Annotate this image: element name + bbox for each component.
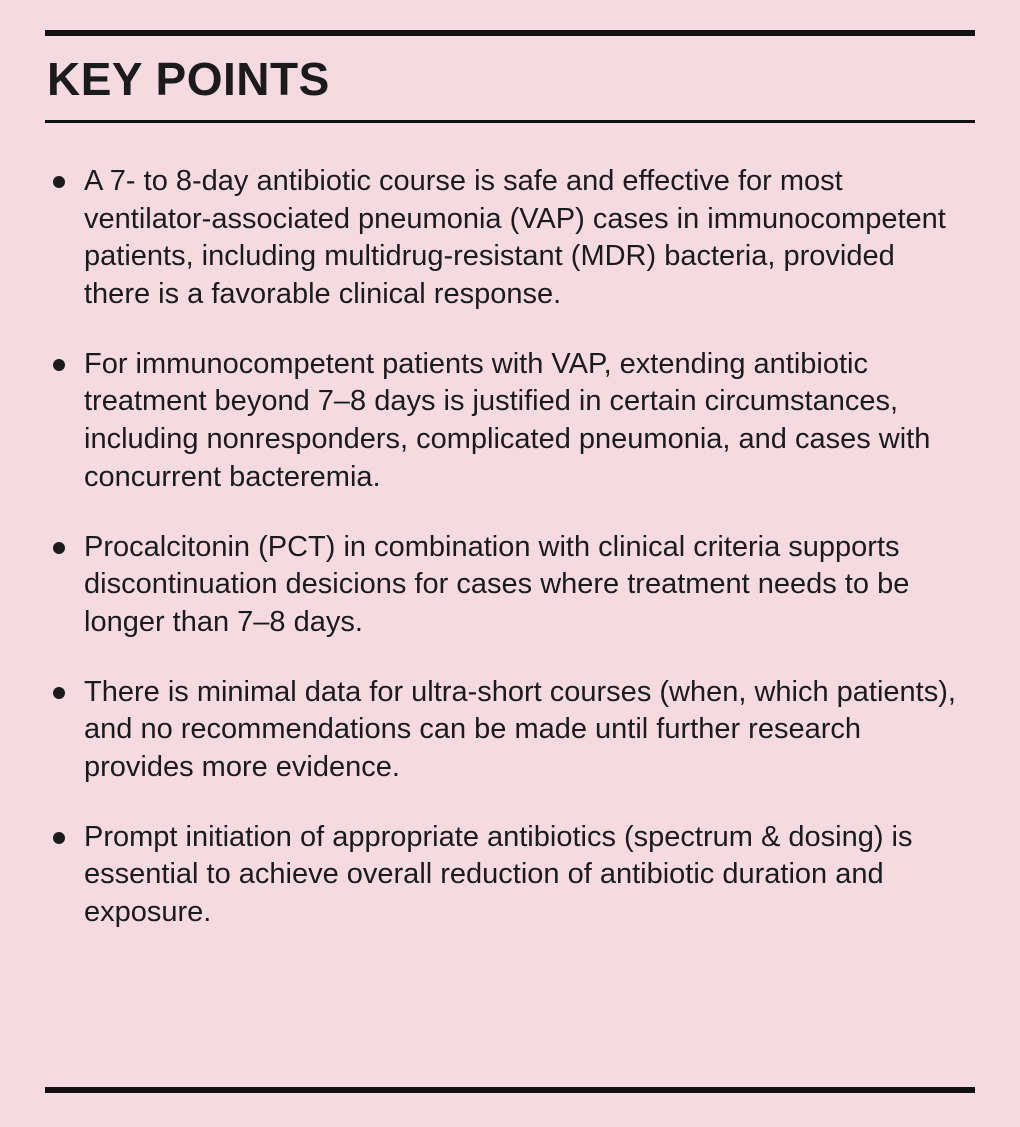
key-points-title: KEY POINTS — [47, 53, 330, 105]
key-point-text: There is minimal data for ultra-short courses (when, which patients), and no recommendations can be made until further research provides more evidence. — [84, 675, 956, 783]
bottom-rule — [45, 1087, 975, 1093]
key-points-list — [45, 163, 975, 964]
key-point-item — [53, 346, 975, 497]
bullet-dot-icon — [53, 542, 65, 554]
key-point-text: Prompt initiation of appropriate antibiotics (spectrum & dosing) is essential to achieve overall reduction of antibiotic duration and exposure. — [84, 820, 913, 928]
key-point-item — [53, 819, 975, 932]
key-point-text: A 7- to 8-day antibiotic course is safe and effective for most ventilator-associated pneumonia (VAP) cases in immunocompetent patients, including multidrug-resistant (MDR) bacteria, provided there is a favorable clinical response. — [84, 165, 946, 311]
key-point-item — [53, 163, 975, 314]
bullet-dot-icon — [53, 832, 65, 844]
top-rule — [45, 30, 975, 36]
key-point-item — [53, 529, 975, 642]
bullet-dot-icon — [53, 687, 65, 699]
key-point-text: Procalcitonin (PCT) in combination with clinical criteria supports discontinuation desicions for cases where treatment needs to be longer than 7–8 days. — [84, 530, 910, 638]
title-divider-rule — [45, 120, 975, 123]
key-point-text: For immunocompetent patients with VAP, extending antibiotic treatment beyond 7–8 days is justified in certain circumstances, including nonresponders, complicated pneumonia, and cases with concurrent bacteremia. — [84, 347, 931, 493]
bullet-dot-icon — [53, 359, 65, 371]
key-point-item — [53, 674, 975, 787]
bullet-dot-icon — [53, 176, 65, 188]
